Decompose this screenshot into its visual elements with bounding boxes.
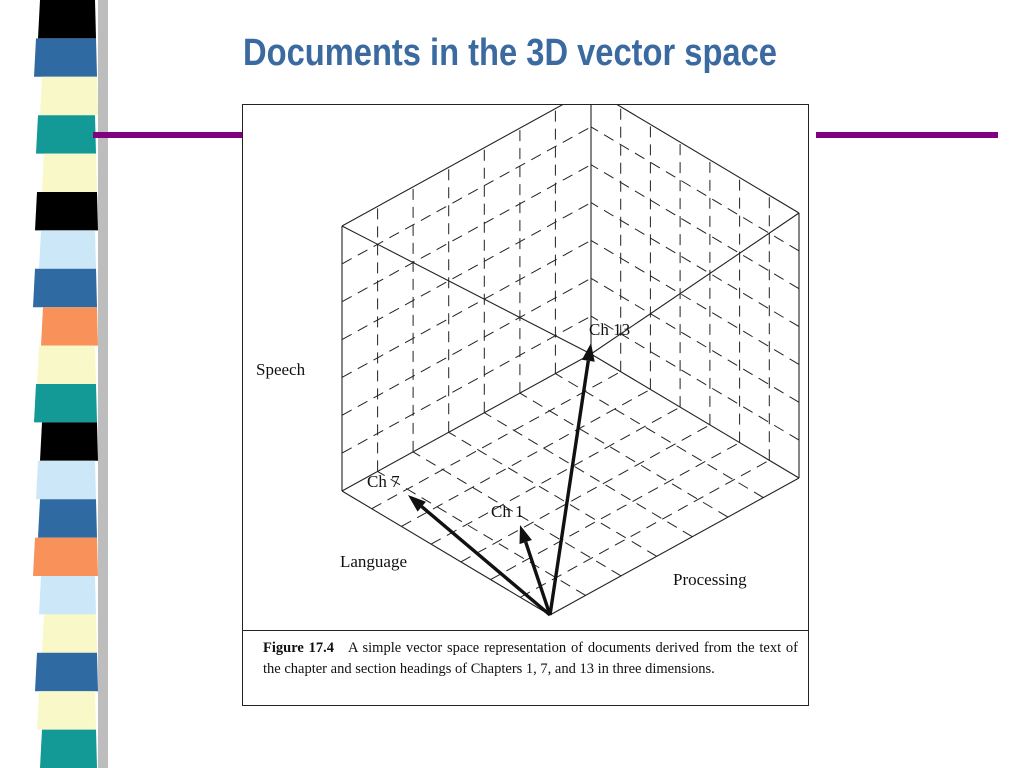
grid-line: [342, 203, 591, 340]
grid-line: [591, 165, 799, 289]
stripe-segment: [37, 346, 96, 384]
title-divider-left: [93, 132, 243, 138]
grid-line: [342, 165, 591, 302]
figure-caption: [263, 638, 798, 680]
grid-line: [342, 240, 591, 377]
vector-label-ch13: Ch 13: [589, 320, 631, 339]
cube-grid: [342, 107, 799, 598]
stripe-segment: [33, 538, 98, 576]
vector-arrowhead: [520, 525, 532, 544]
vector-shaft: [550, 361, 588, 615]
stripe-segment: [42, 154, 97, 192]
grid-line: [461, 425, 710, 562]
stripe-segment: [40, 422, 98, 460]
axis-label-processing: Processing: [673, 570, 747, 589]
title-divider-right: [816, 132, 998, 138]
figure-panel: [242, 104, 809, 706]
vector-space-diagram: [243, 105, 809, 630]
stripe-segment: [40, 77, 98, 115]
stripe-shadow: [98, 0, 108, 768]
caption-divider: [243, 630, 808, 631]
stripe-segment: [42, 614, 97, 652]
cube-edge: [591, 105, 799, 213]
stripe-segment: [36, 115, 96, 153]
stripe-segment: [41, 307, 98, 345]
grid-line: [591, 203, 799, 327]
vector-label-ch1: Ch 1: [491, 502, 524, 521]
grid-line: [591, 127, 799, 251]
cube-diagonal: [342, 226, 591, 354]
cube-edges: [342, 105, 799, 615]
stripe-segment: [40, 730, 97, 768]
stripe-segment: [35, 192, 98, 230]
document-vectors: [408, 343, 595, 615]
cube-edge: [591, 354, 799, 478]
grid-line: [449, 432, 657, 556]
slide-title: Documents in the 3D vector space: [243, 32, 777, 74]
stripe-segment: [39, 230, 96, 268]
stripe-segment: [33, 269, 97, 307]
grid-line: [555, 374, 763, 498]
grid-line: [591, 240, 799, 364]
stripe-segment: [34, 384, 97, 422]
grid-line: [491, 443, 740, 580]
stripe-segment: [34, 38, 97, 76]
axis-label-speech: Speech: [256, 360, 306, 379]
cube-edge: [342, 105, 591, 226]
grid-line: [342, 278, 591, 415]
cube-edge: [342, 354, 591, 491]
stripe-segment: [39, 576, 96, 614]
grid-line: [431, 407, 680, 544]
caption-label: Figure 17.4: [263, 640, 335, 656]
vector-label-ch7: Ch 7: [367, 472, 400, 491]
caption-text: A simple vector space representation of documents derived from the text of the chapter and section headings of Chapters 1, 7, and 13 in three dimensions.: [263, 640, 799, 677]
stripe-segment: [37, 691, 96, 729]
grid-line: [342, 316, 591, 453]
stripe-segment: [36, 461, 96, 499]
vector-arrowhead: [582, 343, 595, 362]
grid-line: [520, 393, 728, 517]
stripe-segment: [38, 0, 96, 38]
grid-line: [342, 127, 591, 264]
grid-line: [591, 278, 799, 402]
stripe-segment: [38, 499, 97, 537]
grid-line: [401, 389, 650, 526]
axis-label-language: Language: [340, 552, 408, 571]
stripe-segment: [35, 653, 98, 691]
cube-edge: [550, 478, 799, 615]
decorative-stripe-bar: [0, 0, 120, 768]
